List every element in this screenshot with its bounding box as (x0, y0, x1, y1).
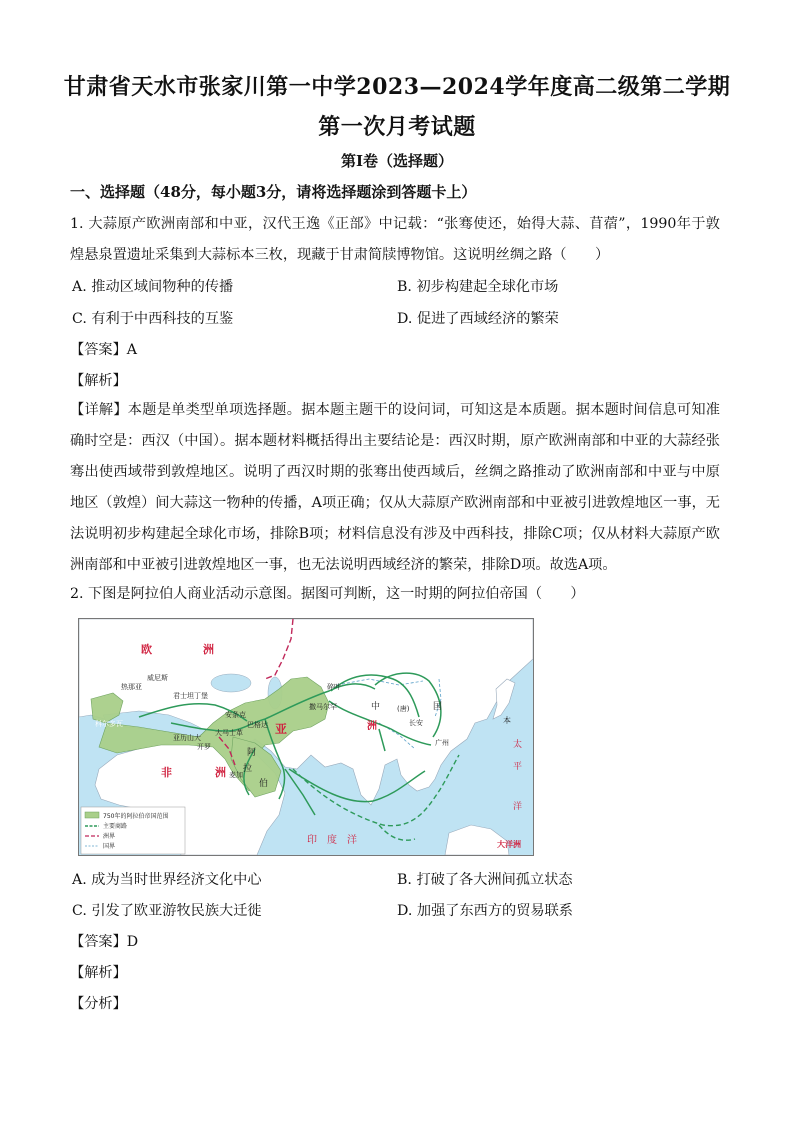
map-label-arabia-3: 伯 (259, 779, 269, 789)
legend-empire: 750年的阿拉伯帝国范围 (103, 813, 169, 820)
map-label-baghdad: 巴格达 (247, 721, 268, 729)
map-label-constantinople: 君士坦丁堡 (173, 692, 208, 700)
map-label-guangzhou: 广州 (435, 739, 449, 747)
question-2-option-b: B. 打破了各大洲间孤立状态 (397, 872, 573, 888)
legend-border: 国界 (103, 843, 116, 850)
map-label-tang: (唐) (397, 705, 410, 713)
map-label-antioch: 安条克 (225, 711, 246, 719)
map-label-africa-2: 洲 (215, 766, 226, 779)
map-label-samarkand: 撒马尔罕 (309, 703, 337, 711)
question-1-answer: 【答案】A (70, 342, 137, 358)
map-label-suiye: 碎叶 (327, 683, 341, 691)
map-label-asia-1: 亚 (275, 722, 288, 736)
legend-routes: 主要商路 (103, 823, 128, 830)
map-label-damascus: 大马士革 (215, 729, 243, 737)
map-label-mecca: 麦加 (229, 771, 243, 779)
map-label-europe-1: 欧 (141, 643, 152, 656)
map-label-asia-2: 洲 (367, 721, 377, 732)
map-label-oceania: 大洋洲 (497, 840, 521, 849)
map-label-china-2: 国 (433, 702, 443, 712)
question-1-detail: 【详解】本题是单类型单项选择题。据本题主题干的设问词，可知这是本质题。据本题时间信息可知准确时空是：西汉（中国）。据本题材料概括得出主要结论是：西汉时期，原产欧洲南部和中亚的大蒜经张骞出使西域带到敦煌地区。说明了西汉时期的张骞出使西域后，丝绸之路推动了欧洲南部和中亚与中原地区（敦煌）间大蒜这一物种的传播，A项正确；仅从大蒜原产欧洲南部和中亚被引进敦煌地区一事，无法说明初步构建起全球化市场，排除B项；材料信息没有涉及中西科技，排除C项；仅从材料大蒜原产欧洲南部和中亚被引进敦煌地区一事，也无法说明西域经济的繁荣，排除D项。故选A项。 (70, 402, 720, 573)
map-label-africa-1: 非 (161, 766, 172, 779)
question-1-option-d: D. 促进了西域经济的繁荣 (397, 311, 559, 327)
question-1-analysis-label: 【解析】 (70, 373, 127, 389)
question-2-option-a: A. 成为当时世界经济文化中心 (72, 872, 262, 888)
map-label-arabia-1: 阿 (247, 748, 257, 758)
map-label-china-1: 中 (371, 702, 381, 712)
map-label-japan: 本 (503, 716, 511, 725)
map-label-venice: 威尼斯 (147, 674, 168, 682)
question-1-option-c: C. 有利于中西科技的互鉴 (72, 311, 234, 327)
question-2-fenxi-label: 【分析】 (70, 996, 127, 1012)
question-2-option-d: D. 加强了东西方的贸易联系 (397, 903, 573, 919)
paper-part-title: 第Ⅰ卷（选择题） (340, 152, 454, 170)
map-label-cordoba: 科尔多瓦 (95, 720, 123, 728)
question-1-stem: 1. 大蒜原产欧洲南部和中亚，汉代王逸《正部》中记载：“张骞使还，始得大蒜、苜蓿”，1990年于敦煌悬泉置遗址采集到大蒜标本三枚，现藏于甘肃简牍博物馆。这说明丝绸之路（ ） (70, 216, 720, 263)
arab-trade-map (78, 618, 534, 856)
map-label-alexandria: 亚历山大 (173, 734, 201, 742)
section-heading: 一、选择题（48分，每小题3分，请将选择题涂到答题卡上） (70, 183, 477, 201)
map-label-pacific-2: 平 (513, 762, 523, 772)
question-1-option-b: B. 初步构建起全球化市场 (397, 279, 559, 295)
legend-continent: 洲界 (103, 833, 116, 840)
question-2-analysis-label: 【解析】 (70, 965, 127, 981)
map-label-pacific-1: 太 (513, 740, 523, 750)
map-label-genoa: 热那亚 (121, 683, 142, 691)
map-label-cairo: 开罗 (197, 743, 211, 751)
exam-title-line1: 甘肃省天水市张家川第一中学2023—2024学年度高二级第二学期 (63, 74, 731, 100)
map-label-indian-ocean: 印 度 洋 (307, 835, 357, 846)
question-1-option-a: A. 推动区域间物种的传播 (72, 279, 234, 295)
map-label-changan: 长安 (409, 719, 423, 727)
map-label-pacific-3: 洋 (513, 802, 523, 812)
map-label-arabia-2: 拉 (243, 764, 253, 774)
question-2-stem: 2. 下图是阿拉伯人商业活动示意图。据图可判断，这一时期的阿拉伯帝国（ ） (70, 586, 585, 602)
map-legend (81, 807, 185, 854)
question-2-option-c: C. 引发了欧亚游牧民族大迁徙 (72, 903, 262, 919)
map-label-europe-2: 洲 (203, 643, 214, 656)
question-2-answer: 【答案】D (70, 934, 139, 950)
exam-title-line2: 第一次月考试题 (318, 114, 476, 140)
